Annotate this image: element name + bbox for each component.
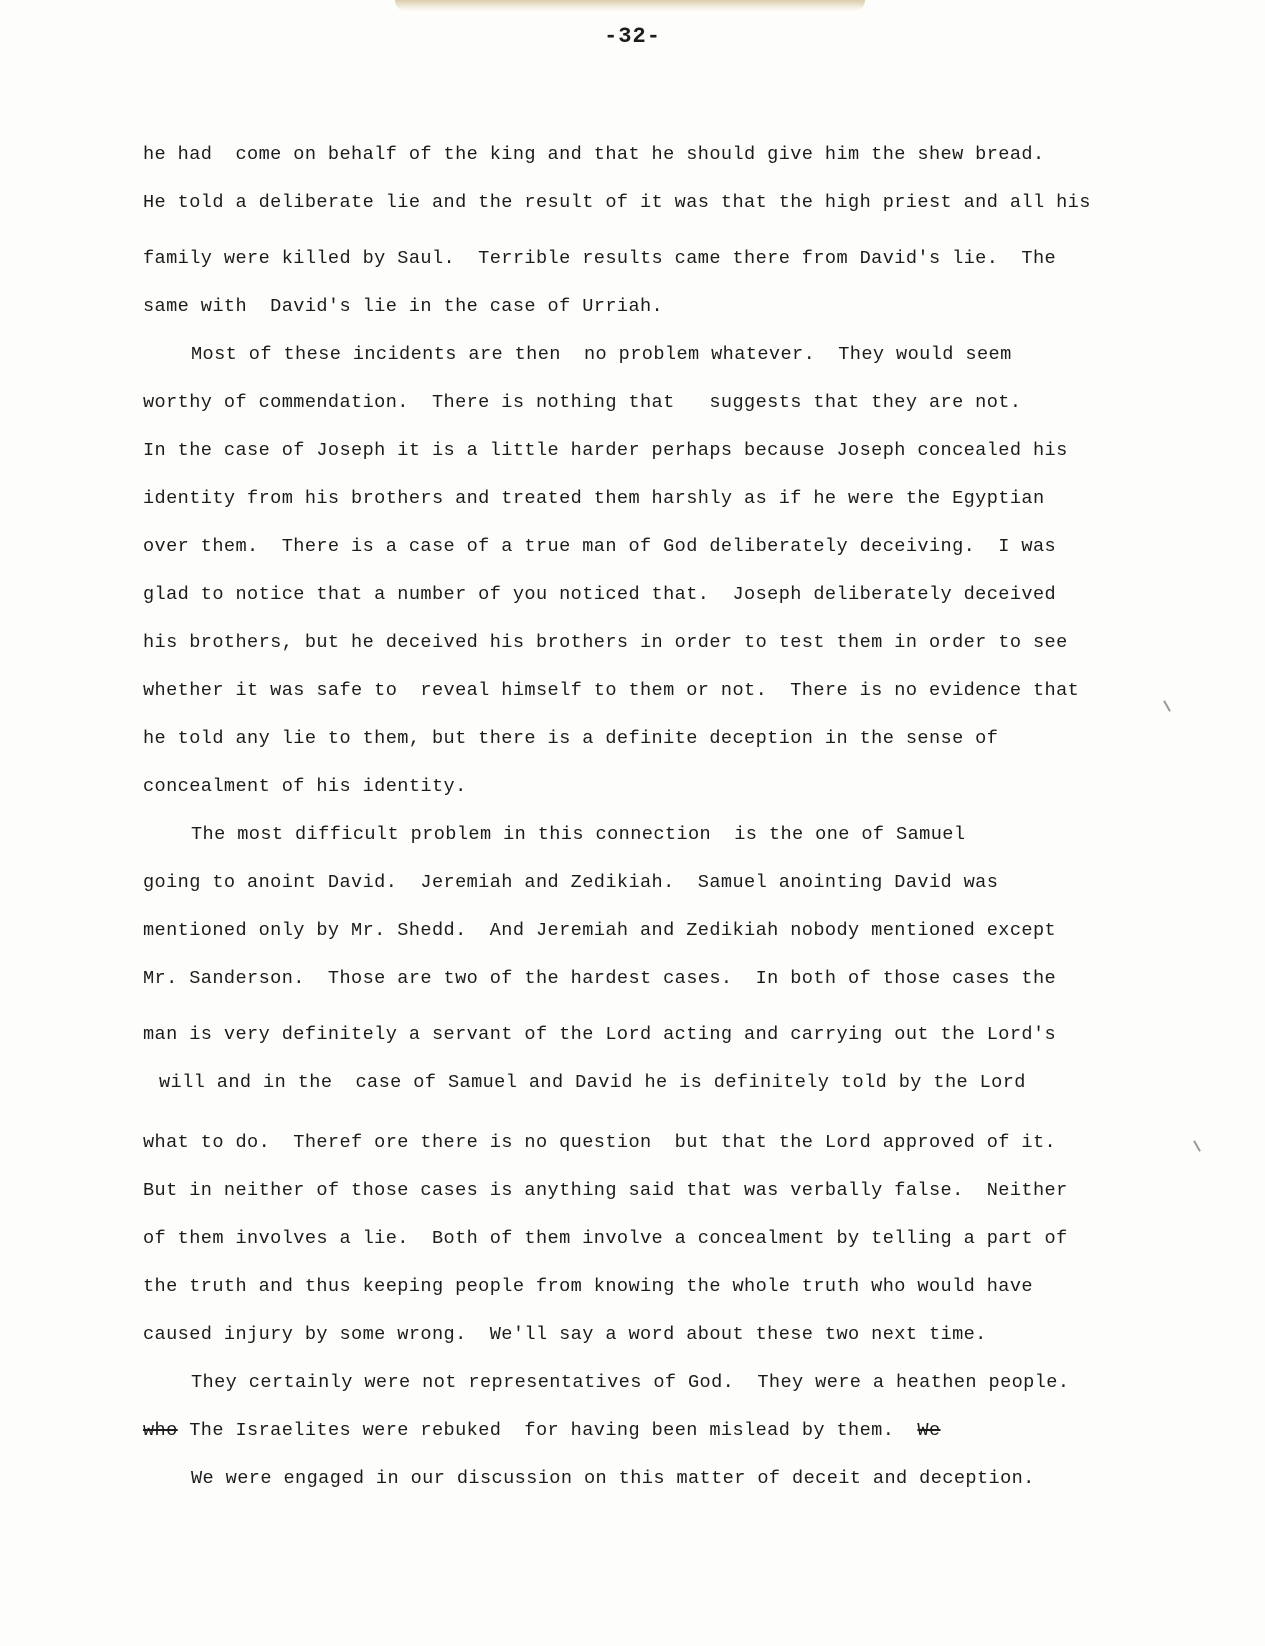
text-line: same with David's lie in the case of Urriah. <box>143 296 664 317</box>
text-line: glad to notice that a number of you noticed that. Joseph deliberately deceived <box>143 584 1057 605</box>
paragraph-first-line: They certainly were not representatives of God. They were a heathen people. <box>191 1372 1070 1393</box>
text-line: of them involves a lie. Both of them involve a concealment by telling a part of <box>143 1228 1068 1249</box>
margin-tick-mark <box>1193 1140 1201 1151</box>
text-line: concealment of his identity. <box>143 776 467 797</box>
text-line: caused injury by some wrong. We'll say a word about these two next time. <box>143 1324 987 1345</box>
text-line: Mr. Sanderson. Those are two of the hardest cases. In both of those cases the <box>143 968 1057 989</box>
paragraph-first-line <box>143 338 1133 386</box>
text-line: the truth and thus keeping people from knowing the whole truth who would have <box>143 1276 1033 1297</box>
text-line: But in neither of those cases is anything said that was verbally false. Neither <box>143 1180 1068 1201</box>
text-line: identity from his brothers and treated them harshly as if he were the Egyptian <box>143 488 1045 509</box>
text-line: he had come on behalf of the king and that he should give him the shew bread. <box>143 144 1045 165</box>
text-line: he told any lie to them, but there is a definite deception in the sense of <box>143 728 999 749</box>
text-line: mentioned only by Mr. Shedd. And Jeremiah and Zedikiah nobody mentioned except <box>143 920 1057 941</box>
paragraph-first-line: We were engaged in our discussion on this matter of deceit and deception. <box>191 1468 1035 1489</box>
text-line: over them. There is a case of a true man of God deliberately deceiving. I was <box>143 536 1057 557</box>
text-line: what to do. Theref ore there is no question but that the Lord approved of it. <box>143 1132 1057 1153</box>
struck-word: We <box>917 1420 941 1441</box>
text-line <box>143 1414 1133 1462</box>
paragraph-first-line: The most difficult problem in this connection is the one of Samuel <box>191 824 966 845</box>
text-line: family were killed by Saul. Terrible results came there from David's lie. The <box>143 248 1057 269</box>
text-line: his brothers, but he deceived his brothers in order to test them in order to see <box>143 632 1068 653</box>
text-fragment: Most of these incidents are then no problem whatever. They would seem <box>191 344 1012 365</box>
typed-text-body <box>143 138 1133 1510</box>
text-line: He told a deliberate lie and the result of it was that the high priest and all his <box>143 192 1091 213</box>
margin-tick-mark <box>1163 700 1171 711</box>
top-stain <box>395 0 865 12</box>
struck-word: who <box>143 1420 178 1441</box>
text-line: will and in the case of Samuel and David he is definitely told by the Lord <box>159 1072 1026 1093</box>
text-line: going to anoint David. Jeremiah and Zedikiah. Samuel anointing David was <box>143 872 999 893</box>
text-line: whether it was safe to reveal himself to them or not. There is no evidence that <box>143 680 1080 701</box>
text-line: man is very definitely a servant of the Lord acting and carrying out the Lord's <box>143 1024 1057 1045</box>
text-fragment: The Israelites were rebuked for having been mislead by them. <box>189 1420 895 1441</box>
text-line: In the case of Joseph it is a little harder perhaps because Joseph concealed his <box>143 440 1068 461</box>
page-number: -32- <box>604 24 661 49</box>
text-line: worthy of commendation. There is nothing that suggests that they are not. <box>143 392 1022 413</box>
